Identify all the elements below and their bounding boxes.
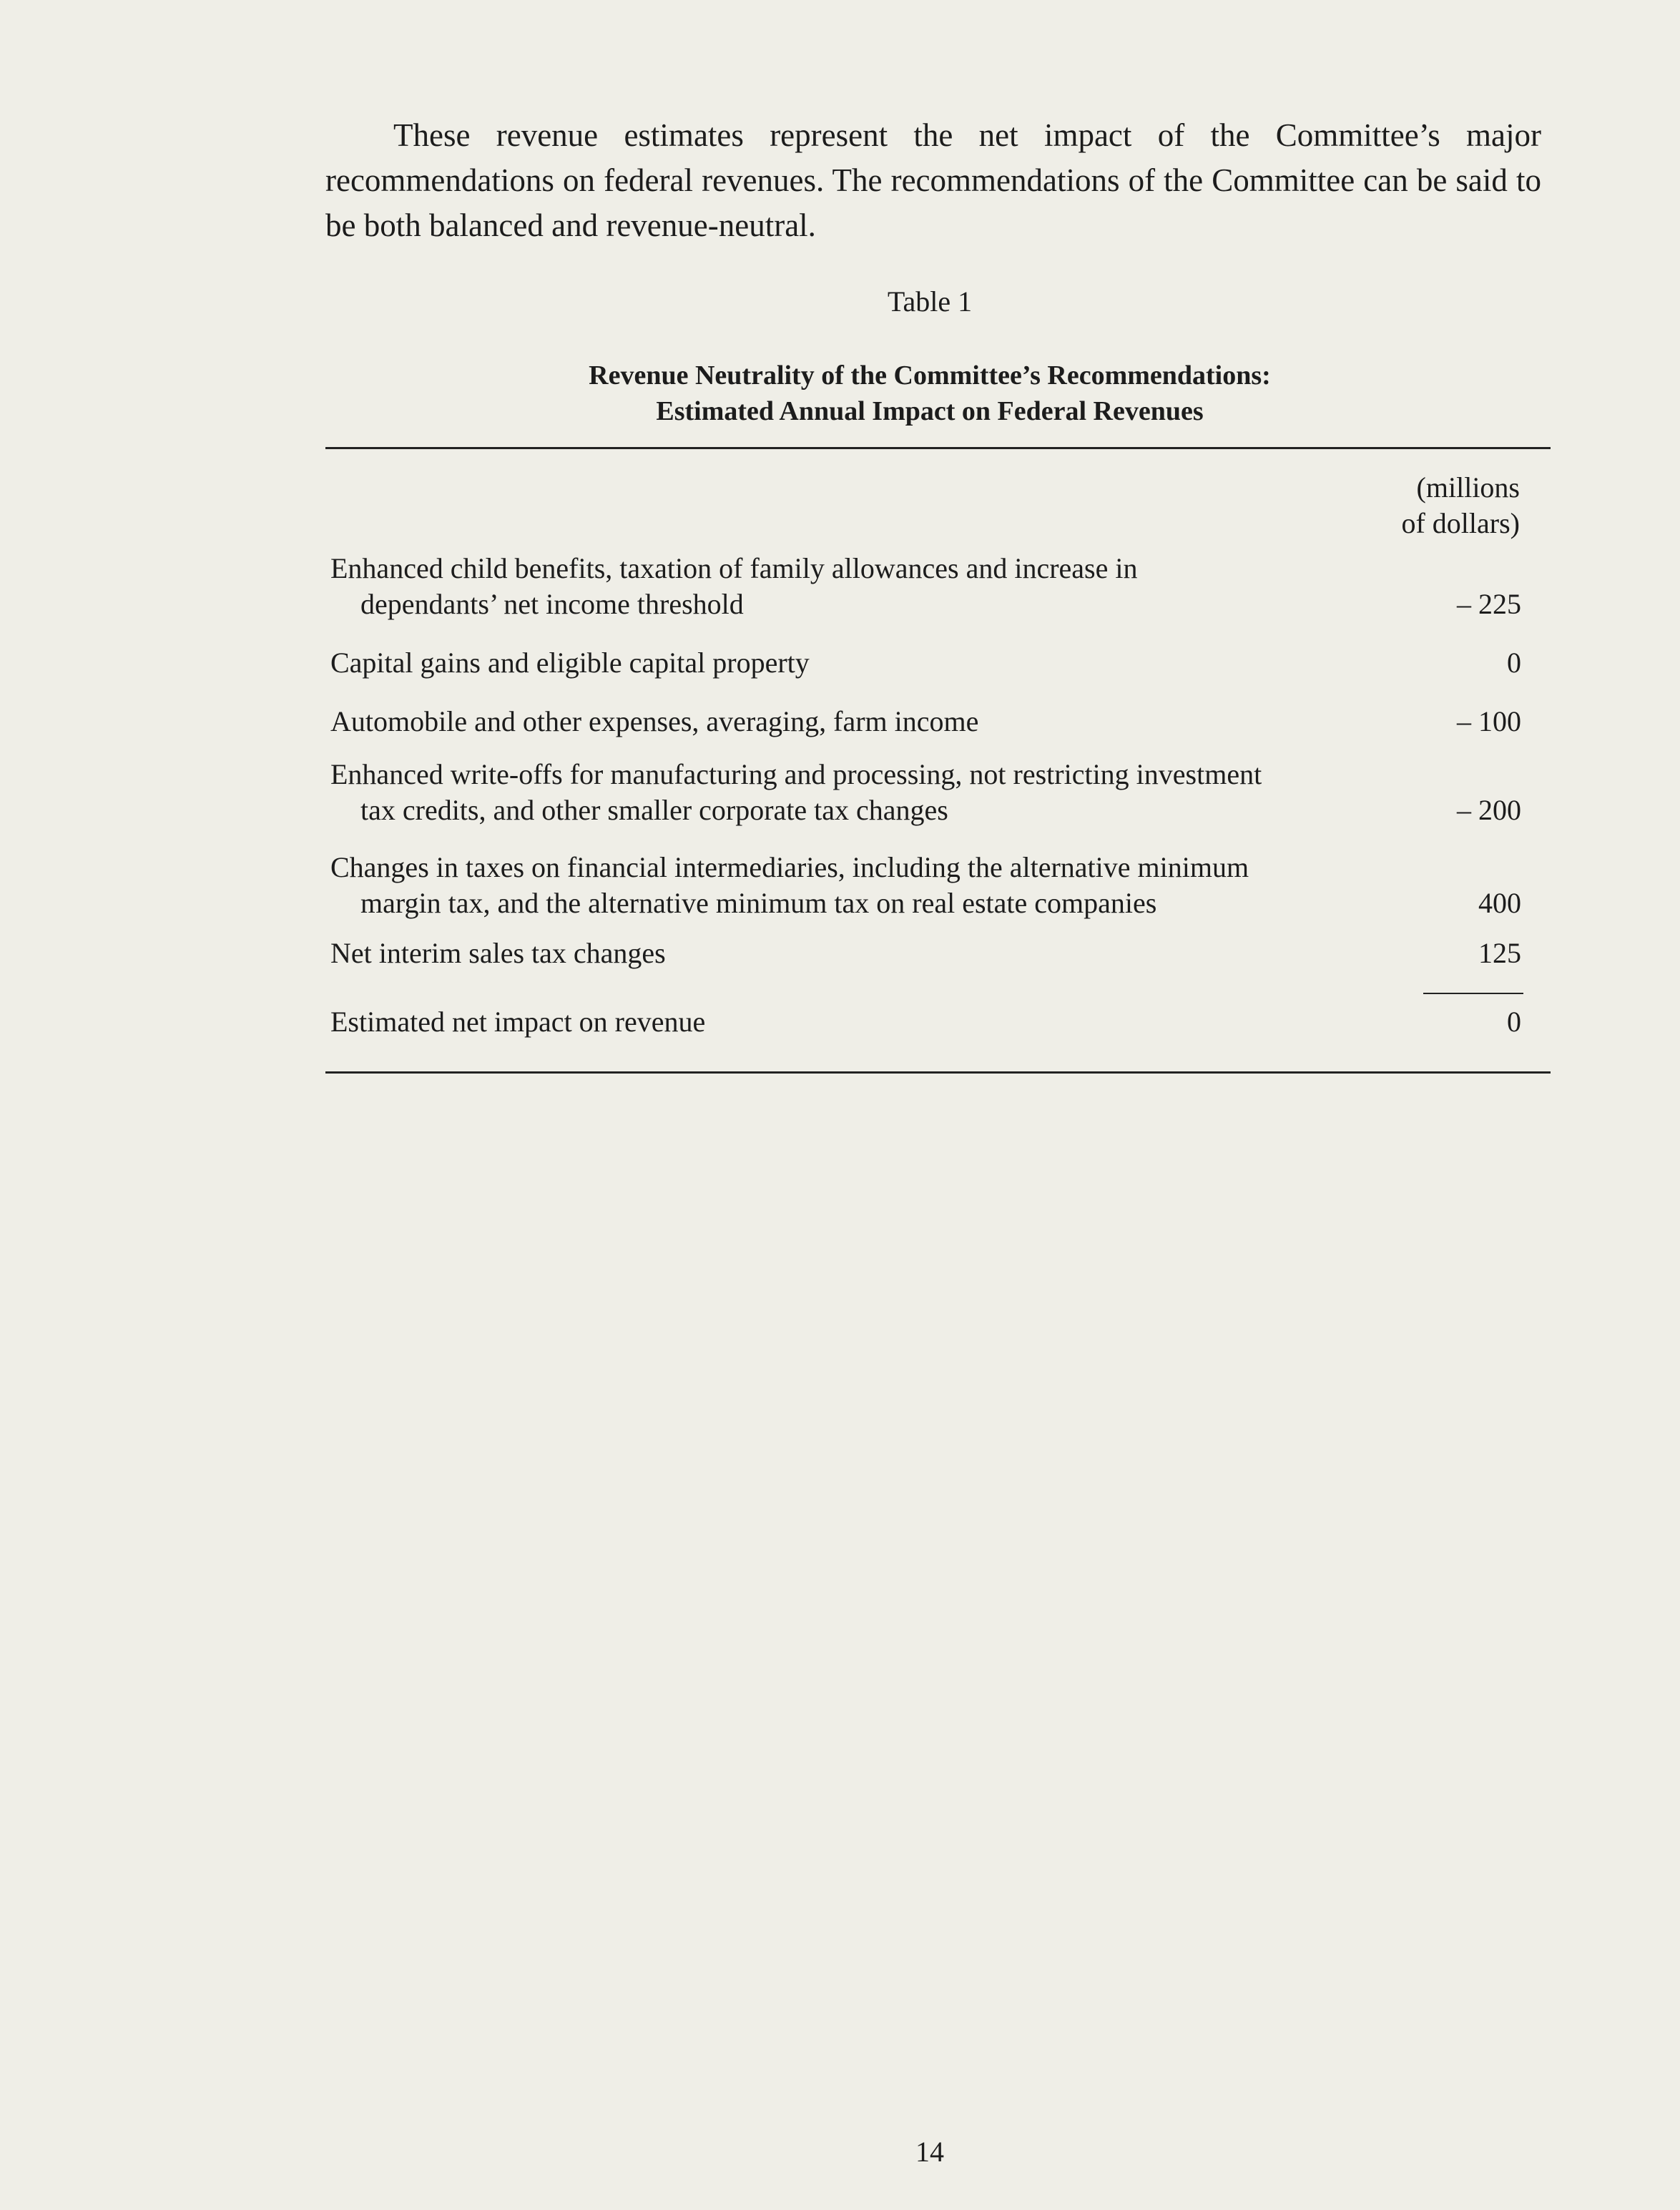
table-bottom-rule — [325, 1071, 1551, 1074]
row-description: Capital gains and eligible capital property — [330, 647, 810, 679]
table-title — [0, 358, 1680, 429]
intro-paragraph: These revenue estimates represent the net impact of the Committee’s major recommendations on federal revenues. The recommendations of the Committee can be said to be both balanced and revenue-neutral. — [325, 117, 1541, 243]
table-row — [330, 935, 1521, 971]
table-total-row — [330, 1004, 1521, 1040]
row-value: 400 — [1478, 887, 1521, 919]
row-value: – 225 — [1457, 588, 1521, 620]
unit-header — [1287, 470, 1520, 541]
table-row — [330, 551, 1521, 622]
table-label: Table 1 — [887, 285, 973, 318]
row-description-continued: margin tax, and the alternative minimum tax on real estate companies — [360, 887, 1157, 919]
unit-header-line-1: (millions — [1416, 471, 1520, 504]
table-row — [330, 850, 1521, 921]
row-description: Net interim sales tax changes — [330, 937, 666, 969]
table-row — [330, 757, 1521, 828]
table-title-line-1: Revenue Neutrality of the Committee’s Recommendations: — [589, 360, 1271, 391]
total-description: Estimated net impact on revenue — [330, 1006, 706, 1038]
row-value: 0 — [1507, 647, 1521, 679]
row-description-continued: dependants’ net income threshold — [360, 588, 744, 620]
table-title-line-2: Estimated Annual Impact on Federal Revenues — [656, 396, 1204, 426]
row-description: Automobile and other expenses, averaging, farm income — [330, 705, 979, 737]
row-description: Enhanced write-offs for manufacturing and processing, not restricting investment — [330, 758, 1262, 790]
unit-header-line-2: of dollars) — [1401, 507, 1520, 539]
subtotal-rule — [1423, 993, 1523, 994]
table-top-rule — [325, 447, 1551, 449]
row-value: – 200 — [1457, 794, 1521, 826]
table-row — [330, 645, 1521, 681]
row-description-continued: tax credits, and other smaller corporate tax changes — [360, 794, 948, 826]
table-row — [330, 704, 1521, 740]
row-description: Changes in taxes on financial intermediaries, including the alternative minimum — [330, 851, 1249, 883]
page-number: 14 — [915, 2136, 944, 2168]
row-value: – 100 — [1457, 705, 1521, 737]
row-value: 125 — [1478, 937, 1521, 969]
row-description: Enhanced child benefits, taxation of family allowances and increase in — [330, 552, 1138, 584]
total-value: 0 — [1507, 1006, 1521, 1038]
